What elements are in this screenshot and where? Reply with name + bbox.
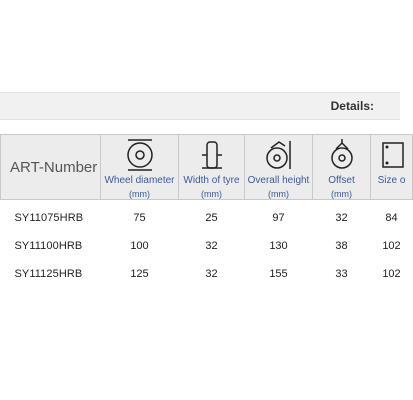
offset-icon bbox=[328, 138, 356, 172]
plate-size-icon bbox=[378, 138, 406, 172]
wheel-diameter-cell: 125 bbox=[130, 268, 149, 280]
header-offset bbox=[313, 135, 371, 200]
specs-table bbox=[0, 134, 413, 288]
tyre-width-cell: 32 bbox=[205, 268, 218, 280]
header-title: Offset bbox=[328, 175, 355, 186]
tyre-width-cell: 32 bbox=[205, 240, 218, 252]
art-number-cell: SY11125HRB bbox=[14, 268, 83, 280]
table-row bbox=[1, 260, 413, 288]
table-row bbox=[1, 200, 413, 233]
overall-height-cell: 155 bbox=[269, 268, 288, 280]
wheel-diameter-cell: 100 bbox=[130, 240, 149, 252]
header-art-number: ART-Number bbox=[1, 135, 101, 200]
header-unit: (mm) bbox=[201, 189, 222, 199]
header-title: Wheel diameter bbox=[104, 175, 175, 186]
header-unit: (mm) bbox=[129, 189, 150, 199]
header-row bbox=[1, 135, 413, 200]
header-title: Overall height bbox=[247, 175, 310, 186]
details-label: Details: bbox=[330, 99, 374, 113]
header-overall-height bbox=[245, 135, 313, 200]
plate-size-cell: 84 bbox=[385, 212, 398, 224]
tyre-width-icon bbox=[198, 138, 226, 172]
overall-height-cell: 97 bbox=[272, 212, 285, 224]
plate-size-cell: 102 bbox=[382, 240, 401, 252]
details-bar bbox=[0, 92, 400, 120]
art-number-cell: SY11075HRB bbox=[14, 212, 84, 224]
art-number-cell: SY11100HRB bbox=[14, 240, 83, 252]
wheel-diameter-icon bbox=[126, 138, 154, 172]
offset-cell: 32 bbox=[335, 212, 348, 224]
overall-height-icon bbox=[265, 138, 293, 172]
header-unit: (mm) bbox=[331, 189, 352, 199]
header-plate-size bbox=[371, 135, 413, 200]
plate-size-cell: 102 bbox=[382, 268, 401, 280]
offset-cell: 38 bbox=[335, 240, 348, 252]
tyre-width-cell: 25 bbox=[205, 212, 218, 224]
offset-cell: 33 bbox=[335, 268, 348, 280]
overall-height-cell: 130 bbox=[269, 240, 288, 252]
header-title: Size o bbox=[377, 175, 406, 186]
wheel-diameter-cell: 75 bbox=[133, 212, 146, 224]
header-title: Width of tyre bbox=[183, 175, 240, 186]
header-tyre-width bbox=[179, 135, 245, 200]
table-row bbox=[1, 232, 413, 260]
header-wheel-diameter bbox=[101, 135, 179, 200]
header-unit: (mm) bbox=[268, 189, 289, 199]
